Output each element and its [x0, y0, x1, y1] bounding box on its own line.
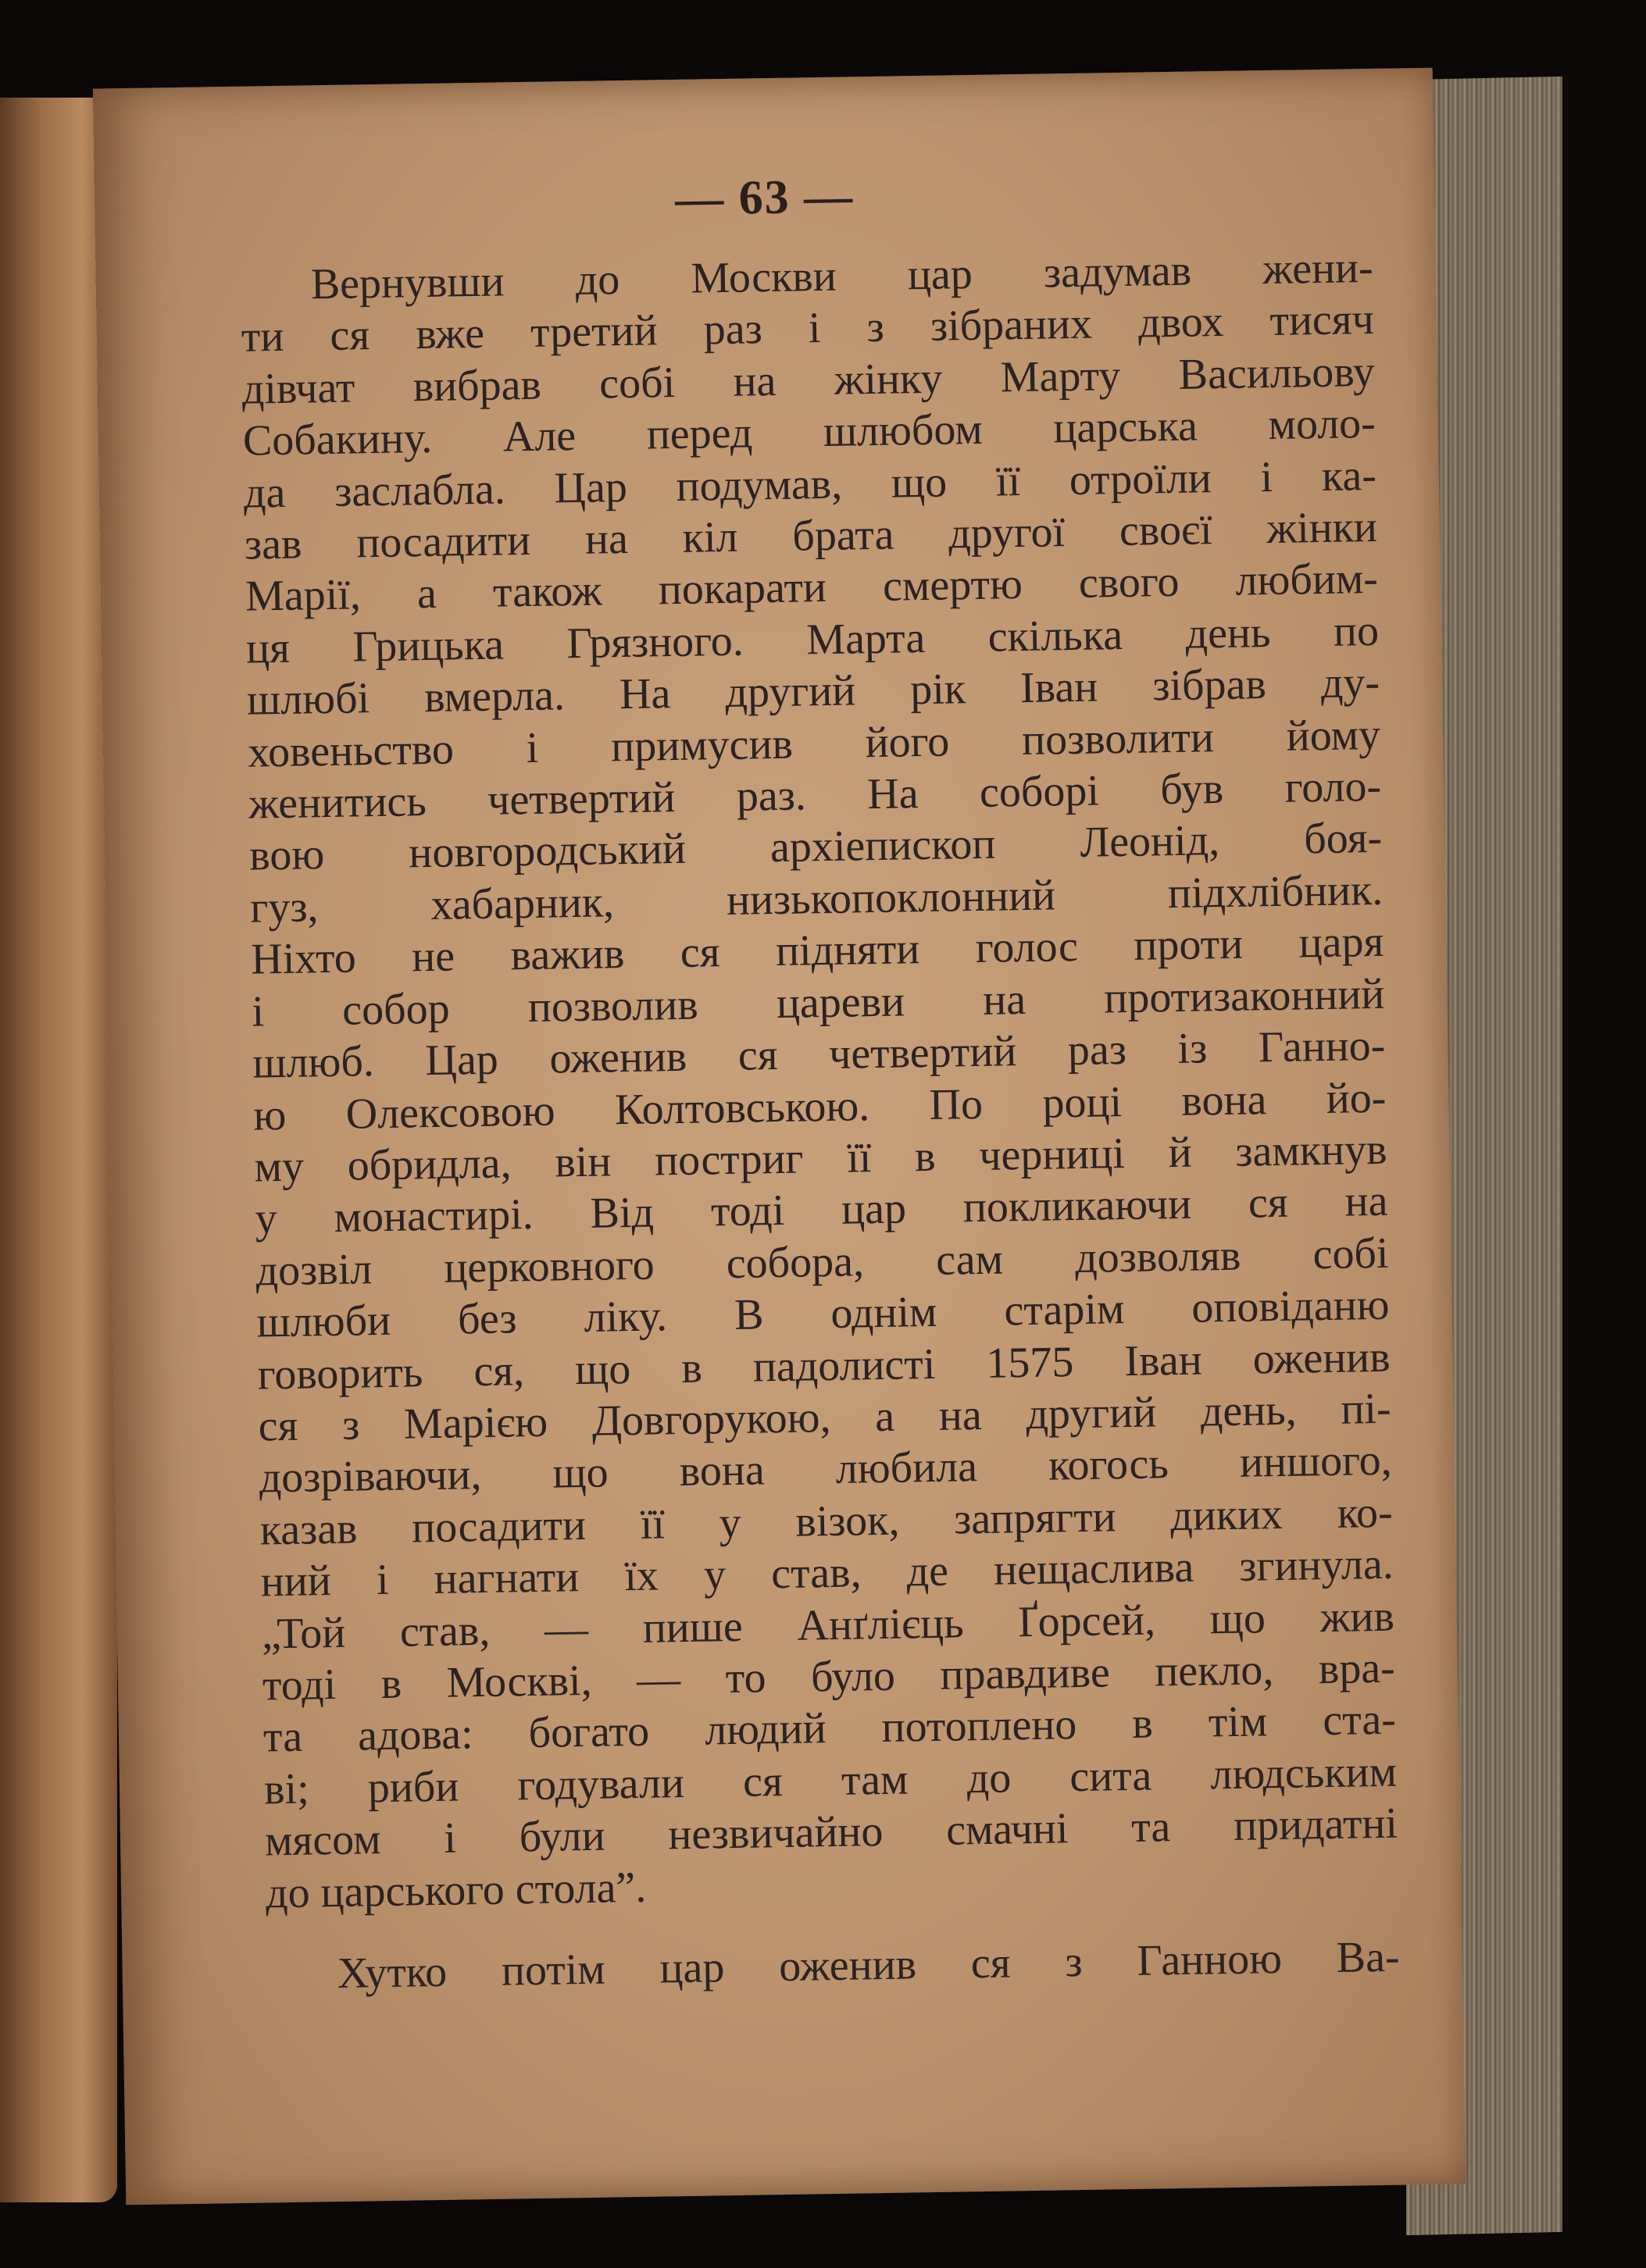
text-line: зав посадити на кіл брата другої своєї жінки — [244, 502, 1378, 569]
page-number: — 63 — — [674, 169, 855, 226]
text-line: ся з Марією Довгорукою, а на другий день, пі- — [258, 1384, 1392, 1451]
body-text — [240, 242, 1400, 2001]
book-page — [93, 68, 1466, 2206]
text-line: та адова: богато людий потоплено в тім ста- — [262, 1696, 1397, 1762]
text-line: і собор позволив цареви на протизаконний — [251, 969, 1385, 1036]
text-line: у монастирі. Від тоді цар покликаючи ся на — [255, 1177, 1388, 1243]
text-line: му обридла, він постриг її в черниці й замкнув — [254, 1125, 1387, 1192]
text-line: Ніхто не важив ся підняти голос проти царя — [250, 918, 1384, 984]
text-line: дозріваючи, що вона любила когось иншого, — [259, 1436, 1393, 1503]
text-line: Вернувши до Москви цар задумав жени- — [310, 243, 1374, 309]
text-line: тоді в Москві, — то було правдиве пекло, вра- — [262, 1643, 1396, 1710]
text-line: Марії, а також покарати смертю свого любим- — [245, 555, 1379, 622]
text-line: ний і нагнати їх у став, де нещаслива згинула. — [260, 1539, 1394, 1606]
text-line: шлюбі вмерла. На другий рік Іван зібрав ду- — [246, 658, 1380, 725]
text-line: „Той став, — пише Анґлієць Ґорсей, що жив — [261, 1592, 1395, 1659]
text-line: шлюб. Цар оженив ся четвертий раз із Ганно- — [252, 1021, 1386, 1088]
text-line: ю Олексовою Колтовською. По році вона йо- — [253, 1073, 1387, 1140]
text-line: ховеньство і примусив його позволити йому — [247, 710, 1381, 777]
text-line: ві; риби годували ся там до сита людським — [263, 1747, 1398, 1814]
text-line: дозвіл церковного собора, сам дозволяв собі — [255, 1228, 1389, 1296]
text-line: Собакину. Але перед шлюбом царська моло- — [242, 399, 1376, 465]
text-line: женитись четвертий раз. На соборі був голо- — [248, 761, 1382, 829]
text-line: Хутко потім цар оженив ся з Ганною Ва- — [337, 1932, 1401, 1999]
text-line: вою новгородський архіепископ Леонід, боя- — [248, 814, 1383, 881]
paragraph-1 — [240, 242, 1398, 1920]
text-line: шлюби без ліку. В однім старім оповіданю — [256, 1280, 1390, 1347]
text-line: казав посадити її у візок, запрягти диких ко- — [259, 1488, 1394, 1555]
text-line: мясом і були незвичайно смачні та придатні — [264, 1799, 1398, 1866]
text-line: дівчат вибрав собі на жінку Марту Васильову — [241, 347, 1376, 414]
text-line: гуз, хабарник, низькопоклонний підхлібник. — [249, 865, 1384, 933]
text-line: говорить ся, що в падолисті 1575 Іван оженив — [257, 1332, 1391, 1400]
text-line: ти ся вже третий раз і з зібраних двох тисяч — [241, 295, 1375, 362]
text-line: до царського стола”. — [265, 1863, 647, 1918]
text-line: ця Грицька Грязного. Марта скілька день по — [245, 606, 1380, 673]
text-line: да заслабла. Цар подумав, що її отроїли і ка- — [243, 451, 1377, 518]
